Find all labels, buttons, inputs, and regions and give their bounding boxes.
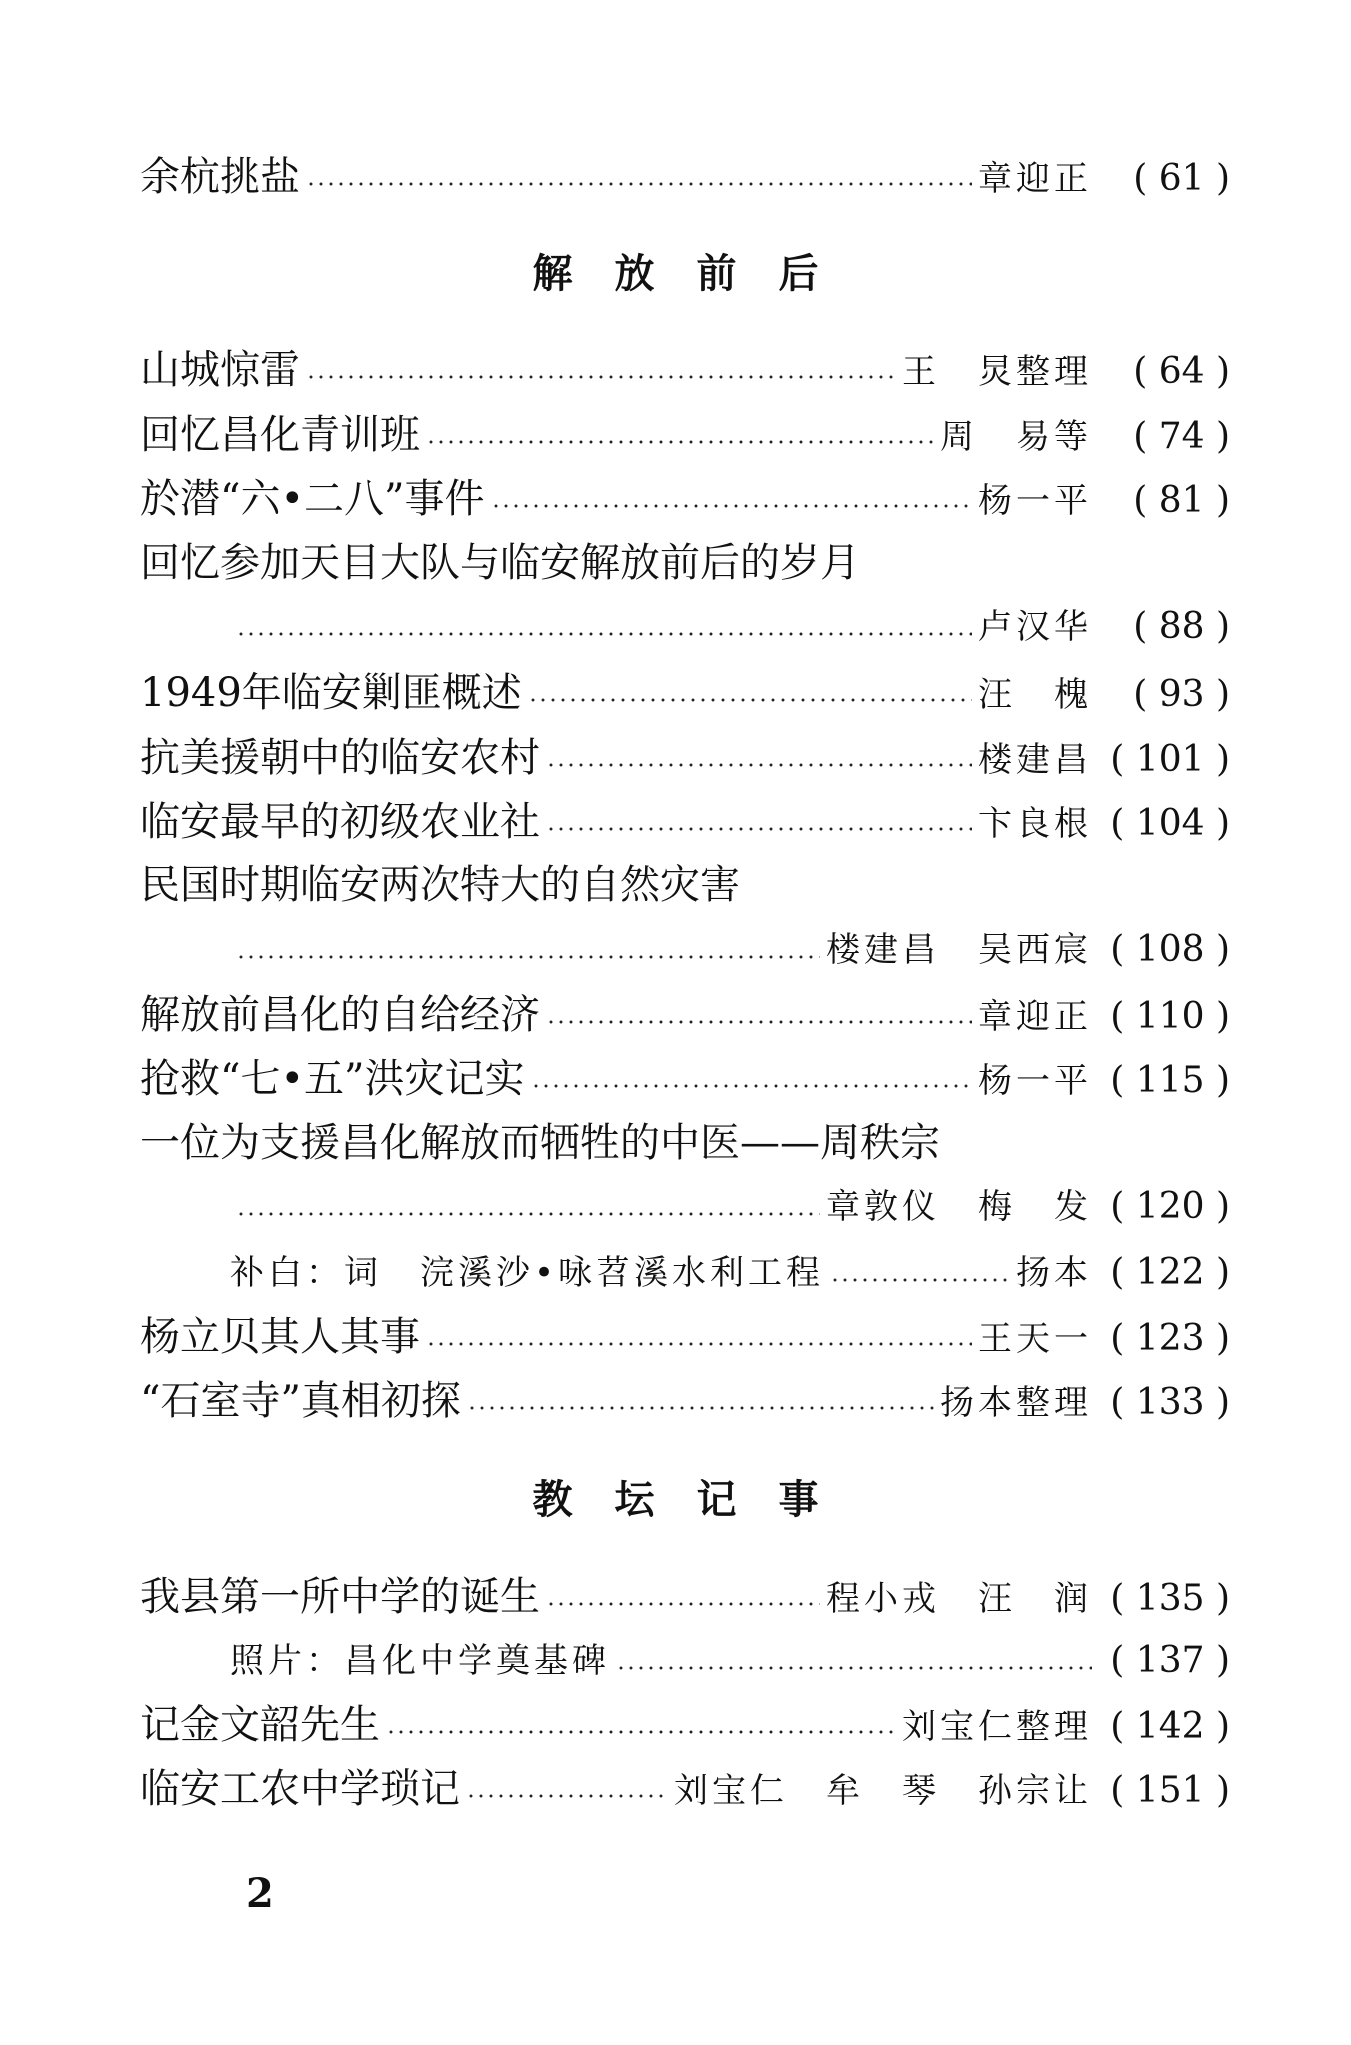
leader-dots	[236, 1212, 820, 1216]
entry-title: 抢救“七•五”洪灾记实	[140, 1056, 525, 1102]
leader-dots	[236, 632, 972, 636]
toc-entry-filler	[230, 1636, 1230, 1686]
leader-dots	[306, 182, 972, 186]
toc-entry	[140, 860, 1230, 910]
toc-entry	[140, 1572, 1230, 1622]
entry-page: ( 133 )	[1110, 1382, 1230, 1423]
toc-entry	[140, 1054, 1230, 1104]
entry-author: 杨一平	[978, 1061, 1092, 1101]
entry-title: 记金文韶先生	[140, 1702, 380, 1748]
entry-page: ( 74 )	[1133, 416, 1230, 457]
entry-page: ( 110 )	[1110, 996, 1230, 1037]
entry-page: ( 122 )	[1110, 1252, 1230, 1293]
entry-title: 民国时期临安两次特大的自然灾害	[140, 862, 740, 908]
entry-title: 临安工农中学琐记	[140, 1766, 460, 1812]
toc-entry	[140, 410, 1230, 460]
entry-title: 余杭挑盐	[140, 154, 300, 200]
section-title: 教坛记事	[532, 1477, 861, 1523]
leader-dots	[426, 1342, 972, 1346]
entry-title: 山城惊雷	[140, 347, 300, 393]
toc-entry	[140, 152, 1230, 202]
toc-entry-continuation	[230, 602, 1230, 652]
toc-entry	[140, 668, 1230, 718]
leader-dots	[531, 1084, 973, 1088]
section-title: 解放前后	[532, 251, 861, 297]
entry-author: 王 炅整理	[902, 352, 1092, 392]
leader-dots	[546, 827, 972, 831]
leader-dots	[546, 763, 972, 767]
leader-dots	[466, 1794, 668, 1798]
entry-page: ( 61 )	[1133, 158, 1230, 199]
entry-page: ( 137 )	[1110, 1640, 1230, 1681]
toc-entry	[140, 1376, 1230, 1426]
toc-entry	[140, 1118, 1230, 1168]
toc-entry	[140, 797, 1230, 847]
entry-title: 於潜“六•二八”事件	[140, 476, 485, 522]
toc-entry-continuation	[230, 925, 1230, 975]
leader-dots	[546, 1602, 820, 1606]
entry-page: ( 88 )	[1133, 606, 1230, 647]
entry-author: 章敦仪 梅 发	[826, 1187, 1092, 1227]
toc-entry-continuation	[230, 1182, 1230, 1232]
entry-title: 临安最早的初级农业社	[140, 799, 540, 845]
entry-author: 楼建昌	[978, 740, 1092, 780]
entry-title: 照片：昌化中学奠基碑	[230, 1641, 610, 1681]
toc-entry	[140, 1700, 1230, 1750]
leader-dots	[546, 1020, 972, 1024]
entry-page: ( 115 )	[1110, 1060, 1230, 1101]
entry-title: 一位为支援昌化解放而牺牲的中医——周秩宗	[140, 1120, 940, 1166]
entry-page: ( 135 )	[1110, 1578, 1230, 1619]
entry-author: 扬本整理	[940, 1383, 1092, 1423]
leader-dots	[467, 1406, 934, 1410]
entry-page: ( 151 )	[1110, 1770, 1230, 1811]
entry-author: 杨一平	[978, 481, 1092, 521]
leader-dots	[528, 698, 972, 702]
entry-title: 解放前昌化的自给经济	[140, 992, 540, 1038]
entry-author: 刘宝仁 牟 琴 孙宗让	[674, 1771, 1092, 1811]
entry-author: 章迎正	[978, 159, 1092, 199]
entry-page: ( 81 )	[1133, 480, 1230, 521]
entry-author: 卞良根	[978, 804, 1092, 844]
entry-page: ( 93 )	[1133, 674, 1230, 715]
toc-entry	[140, 1312, 1230, 1362]
entry-author: 楼建昌 吴西宸	[826, 930, 1092, 970]
entry-author: 程小戎 汪 润	[826, 1579, 1092, 1619]
entry-title: 回忆参加天目大队与临安解放前后的岁月	[140, 540, 860, 586]
entry-author: 扬本	[1016, 1253, 1092, 1293]
entry-title: 补白：词 浣溪沙•咏苕溪水利工程	[230, 1253, 825, 1293]
toc-entry	[140, 1764, 1230, 1814]
entry-page: ( 120 )	[1110, 1186, 1230, 1227]
leader-dots	[386, 1730, 896, 1734]
toc-entry	[140, 733, 1230, 783]
page-number: 2	[246, 1870, 274, 1917]
entry-page: ( 142 )	[1110, 1706, 1230, 1747]
leader-dots	[491, 504, 973, 508]
entry-page: ( 123 )	[1110, 1318, 1230, 1359]
leader-dots	[830, 1278, 1010, 1282]
leader-dots	[616, 1666, 1092, 1670]
toc-entry	[140, 538, 1230, 588]
entry-page: ( 64 )	[1133, 351, 1230, 392]
entry-title: 1949年临安剿匪概述	[140, 670, 522, 716]
leader-dots	[236, 955, 820, 959]
entry-author: 汪 槐	[978, 675, 1092, 715]
entry-page: ( 104 )	[1110, 803, 1230, 844]
entry-author: 刘宝仁整理	[902, 1707, 1092, 1747]
entry-page: ( 108 )	[1110, 929, 1230, 970]
entry-page: ( 101 )	[1110, 739, 1230, 780]
leader-dots	[306, 375, 896, 379]
entry-author: 王天一	[978, 1319, 1092, 1359]
entry-title: 杨立贝其人其事	[140, 1314, 420, 1360]
entry-title: “石室寺”真相初探	[140, 1378, 461, 1424]
toc-entry	[140, 474, 1230, 524]
entry-title: 抗美援朝中的临安农村	[140, 735, 540, 781]
entry-author: 卢汉华	[978, 607, 1092, 647]
entry-author: 周 易等	[940, 417, 1092, 457]
toc-entry	[140, 345, 1230, 395]
toc-entry	[140, 990, 1230, 1040]
entry-author: 章迎正	[978, 997, 1092, 1037]
entry-title: 我县第一所中学的诞生	[140, 1574, 540, 1620]
leader-dots	[426, 440, 934, 444]
entry-title: 回忆昌化青训班	[140, 412, 420, 458]
toc-entry-filler	[230, 1248, 1230, 1298]
